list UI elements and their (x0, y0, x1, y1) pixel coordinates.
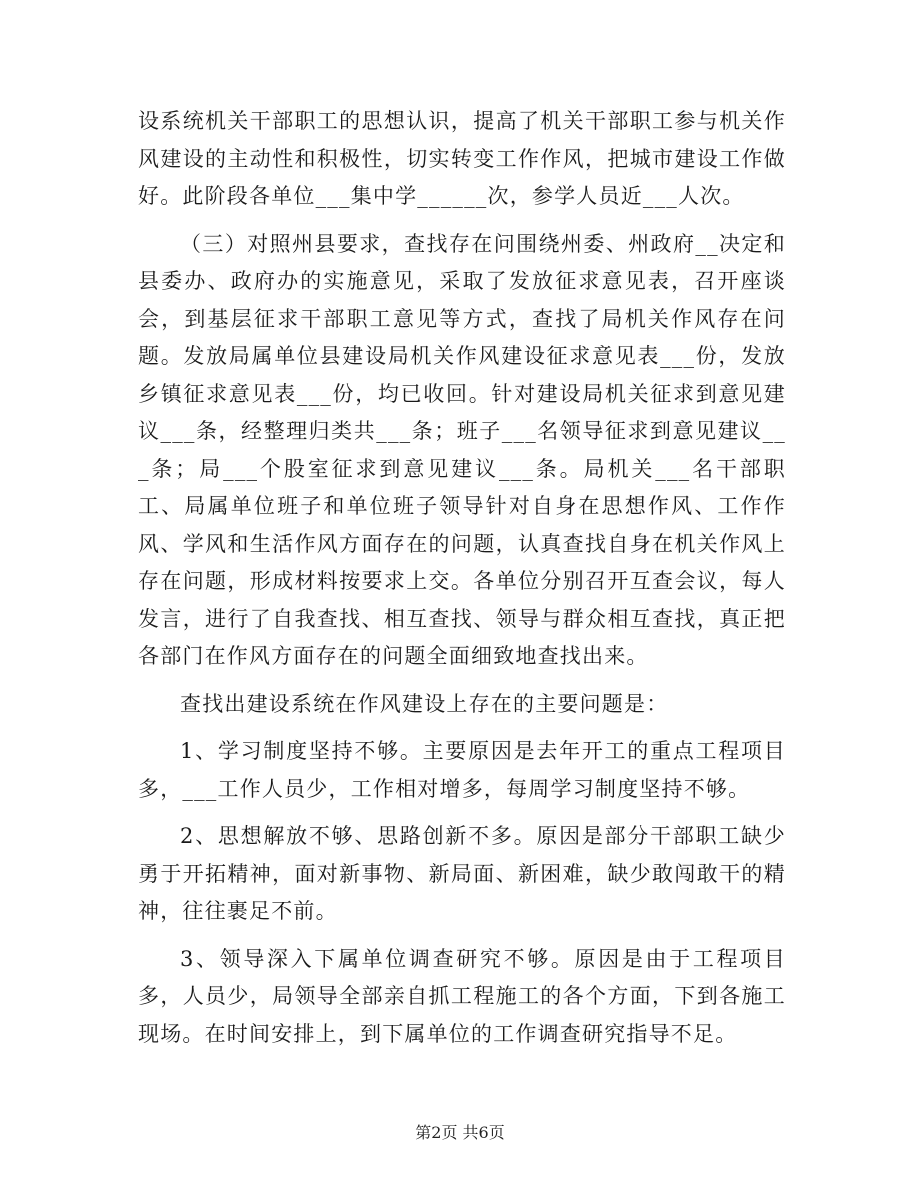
document-body (138, 103, 786, 1063)
paragraph-section-three: （三）对照州县要求，查找存在问围绕州委、州政府__决定和县委办、政府办的实施意见，采取了发放征求意见表，召开座谈会，到基层征求干部职工意见等方式，查找了局机关作风存在问题。发放局属单位县建设局机关作风建设征求意见表___份，发放乡镇征求意见表___份，均已收回。针对建设局机关征求到意见建议___条，经整理归类共___条；班子___名领导征求到意见建议___条；局___个股室征求到意见建议___条。局机关___名干部职工、局属单位班子和单位班子领导针对自身在思想作风、工作作风、学风和生活作风方面存在的问题，认真查找自身在机关作风上存在问题，形成材料按要求上交。各单位分别召开互查会议，每人发言，进行了自我查找、相互查找、领导与群众相互查找，真正把各部门在作风方面存在的问题全面细致地查找出来。 (138, 231, 786, 668)
page-number-footer: 第2页 共6页 (415, 1123, 505, 1142)
paragraph-problem-2: 2、思想解放不够、思路创新不多。原因是部分干部职工缺少勇于开拓精神，面对新事物、新局面、新困难，缺少敢闯敢干的精神，往往裹足不前。 (138, 824, 786, 923)
paragraph-problem-1: 1、学习制度坚持不够。主要原因是去年开工的重点工程项目多，___工作人员少，工作相对增多，每周学习制度坚持不够。 (138, 739, 786, 801)
paragraph-problem-3: 3、领导深入下属单位调查研究不够。原因是由于工程项目多，人员少，局领导全部亲自抓工程施工的各个方面，下到各施工现场。在时间安排上，到下属单位的工作调查研究指导不足。 (138, 946, 786, 1046)
paragraph-problems-intro: 查找出建设系统在作风建设上存在的主要问题是： (180, 691, 669, 716)
paragraph-continuation: 设系统机关干部职工的思想认识，提高了机关干部职工参与机关作风建设的主动性和积极性，切实转变工作作风，把城市建设工作做好。此阶段各单位___集中学______次，参学人员近___人次。 (138, 109, 786, 208)
